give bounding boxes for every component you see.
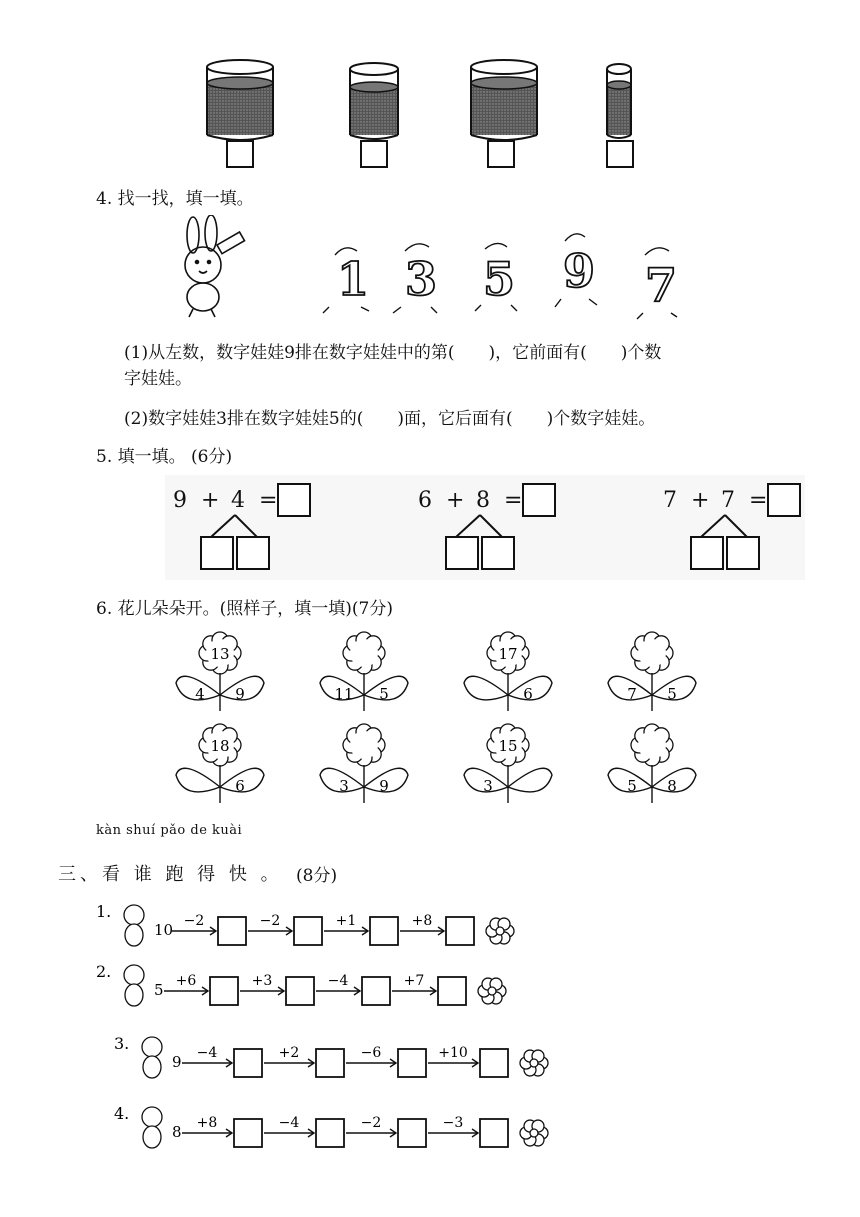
- race-operation: −3: [442, 1115, 464, 1131]
- race-row: [96, 962, 506, 1006]
- flower-head-value: 15: [498, 737, 518, 755]
- race-operation: +10: [438, 1045, 468, 1061]
- flower-right-leaf-value: 9: [379, 777, 389, 795]
- race-answer-box[interactable]: [398, 1049, 426, 1077]
- q5-item2-b: 8: [476, 488, 490, 513]
- q5-item1-b: 4: [231, 488, 245, 513]
- flower-right-leaf-value: 8: [667, 777, 677, 795]
- q6-flowers: [160, 625, 720, 815]
- race-operation: +6: [175, 973, 197, 989]
- q5-item2-eq: =: [504, 488, 523, 513]
- race-answer-box[interactable]: [218, 917, 246, 945]
- q4-title: 4. 找一找，填一填。: [96, 189, 254, 209]
- race-chains: [90, 895, 600, 1155]
- flower-left-leaf-value: 11: [334, 685, 354, 703]
- flower-left-leaf-value: 3: [483, 777, 493, 795]
- flower: [608, 632, 696, 711]
- race-start-value: 8: [172, 1123, 182, 1141]
- q5-item1-eq: =: [259, 488, 278, 513]
- flower: [176, 724, 264, 803]
- answer-box-container-1[interactable]: [226, 140, 254, 168]
- flower: [320, 632, 408, 711]
- water-containers-figure: [195, 55, 655, 175]
- race-answer-box[interactable]: [398, 1119, 426, 1147]
- race-answer-box[interactable]: [480, 1049, 508, 1077]
- race-answer-box[interactable]: [446, 917, 474, 945]
- flower-right-leaf-value: 6: [235, 777, 245, 795]
- race-row-number: 2.: [96, 962, 112, 981]
- q5-title: 5. 填一填。 (6分): [96, 447, 233, 467]
- animal-icon: [142, 1037, 162, 1057]
- race-operation: −2: [259, 913, 281, 929]
- race-row-number: 4.: [114, 1104, 130, 1123]
- race-operation: +3: [251, 973, 273, 989]
- race-operation: +8: [196, 1115, 218, 1131]
- animal-icon: [124, 905, 144, 925]
- race-operation: −2: [360, 1115, 382, 1131]
- flower-head-value: 13: [210, 645, 230, 663]
- container-2: [350, 63, 398, 139]
- race-row-number: 1.: [96, 902, 112, 921]
- q5-item1-a: 9: [173, 488, 187, 513]
- flower-right-leaf-value: 6: [523, 685, 533, 703]
- flower-left-leaf-value: 3: [339, 777, 349, 795]
- answer-box-container-3[interactable]: [487, 140, 515, 168]
- container-4: [607, 64, 631, 138]
- doll-9: 9: [563, 244, 596, 298]
- flower-head-value: 17: [498, 645, 518, 663]
- flower-right-leaf-value: 5: [667, 685, 677, 703]
- animal-icon: [124, 965, 144, 985]
- race-start-value: 5: [154, 981, 164, 999]
- race-operation: −6: [360, 1045, 382, 1061]
- q5-item3-op: +: [691, 488, 710, 513]
- race-answer-box[interactable]: [294, 917, 322, 945]
- race-operation: −2: [183, 913, 205, 929]
- answer-box-container-4[interactable]: [606, 140, 634, 168]
- doll-1: 1: [337, 252, 370, 306]
- flower-head-value: 18: [210, 737, 230, 755]
- container-3: [471, 60, 537, 140]
- q6-title: 6. 花儿朵朵开。(照样子，填一填)(7分): [96, 599, 393, 619]
- flower-left-leaf-value: 5: [627, 777, 637, 795]
- race-operation: +8: [411, 913, 433, 929]
- flower: [320, 724, 408, 803]
- race-answer-box[interactable]: [316, 1049, 344, 1077]
- answer-box-container-2[interactable]: [360, 140, 388, 168]
- flower: [464, 632, 552, 711]
- race-answer-box[interactable]: [286, 977, 314, 1005]
- flower-right-leaf-value: 5: [379, 685, 389, 703]
- q5-item2-a: 6: [418, 488, 432, 513]
- race-row-number: 3.: [114, 1034, 130, 1053]
- race-answer-box[interactable]: [210, 977, 238, 1005]
- q4-figure: [165, 215, 805, 320]
- race-answer-box[interactable]: [234, 1119, 262, 1147]
- flower-left-leaf-value: 4: [195, 685, 205, 703]
- race-answer-box[interactable]: [362, 977, 390, 1005]
- race-operation: −4: [327, 973, 349, 989]
- race-answer-box[interactable]: [480, 1119, 508, 1147]
- q4-sub1-line1: (1)从左数，数字娃娃9排在数字娃娃中的第( )，它前面有( )个数: [124, 343, 662, 363]
- q5-item3-eq: =: [749, 488, 768, 513]
- doll-3: 3: [405, 252, 438, 306]
- q4-sub2: (2)数字娃娃3排在数字娃娃5的( )面，它后面有( )个数字娃娃。: [124, 409, 656, 429]
- race-start-value: 9: [172, 1053, 182, 1071]
- sec3-score: (8分): [296, 866, 338, 886]
- race-answer-box[interactable]: [370, 917, 398, 945]
- race-operation: +2: [278, 1045, 300, 1061]
- race-row: [114, 1034, 548, 1078]
- q5-item1-op: +: [201, 488, 220, 513]
- digit-dolls: [337, 244, 677, 312]
- race-operation: −4: [196, 1045, 218, 1061]
- flower: [176, 632, 264, 711]
- q5-item2-op: +: [446, 488, 465, 513]
- flower: [608, 724, 696, 803]
- race-operation: +1: [335, 913, 357, 929]
- flower-left-leaf-value: 7: [627, 685, 637, 703]
- race-answer-box[interactable]: [438, 977, 466, 1005]
- rabbit-icon: [185, 215, 245, 317]
- doll-7: 7: [645, 258, 678, 312]
- sec3-title: 三、看 谁 跑 得 快 。: [58, 864, 283, 885]
- race-row: [96, 902, 514, 946]
- race-answer-box[interactable]: [234, 1049, 262, 1077]
- race-operation: +7: [403, 973, 425, 989]
- animal-icon: [142, 1107, 162, 1127]
- flower-right-leaf-value: 9: [235, 685, 245, 703]
- doll-5: 5: [483, 252, 516, 306]
- race-operation: −4: [278, 1115, 300, 1131]
- race-start-value: 10: [154, 921, 174, 939]
- sec3-pinyin: kàn shuí pǎo de kuài: [96, 823, 243, 838]
- q5-figure: [165, 475, 805, 580]
- race-answer-box[interactable]: [316, 1119, 344, 1147]
- q5-item3-b: 7: [721, 488, 735, 513]
- race-row: [114, 1104, 548, 1148]
- q4-sub1-line2: 字娃娃。: [124, 369, 192, 389]
- flower: [464, 724, 552, 803]
- container-1: [207, 60, 273, 140]
- q5-item3-a: 7: [663, 488, 677, 513]
